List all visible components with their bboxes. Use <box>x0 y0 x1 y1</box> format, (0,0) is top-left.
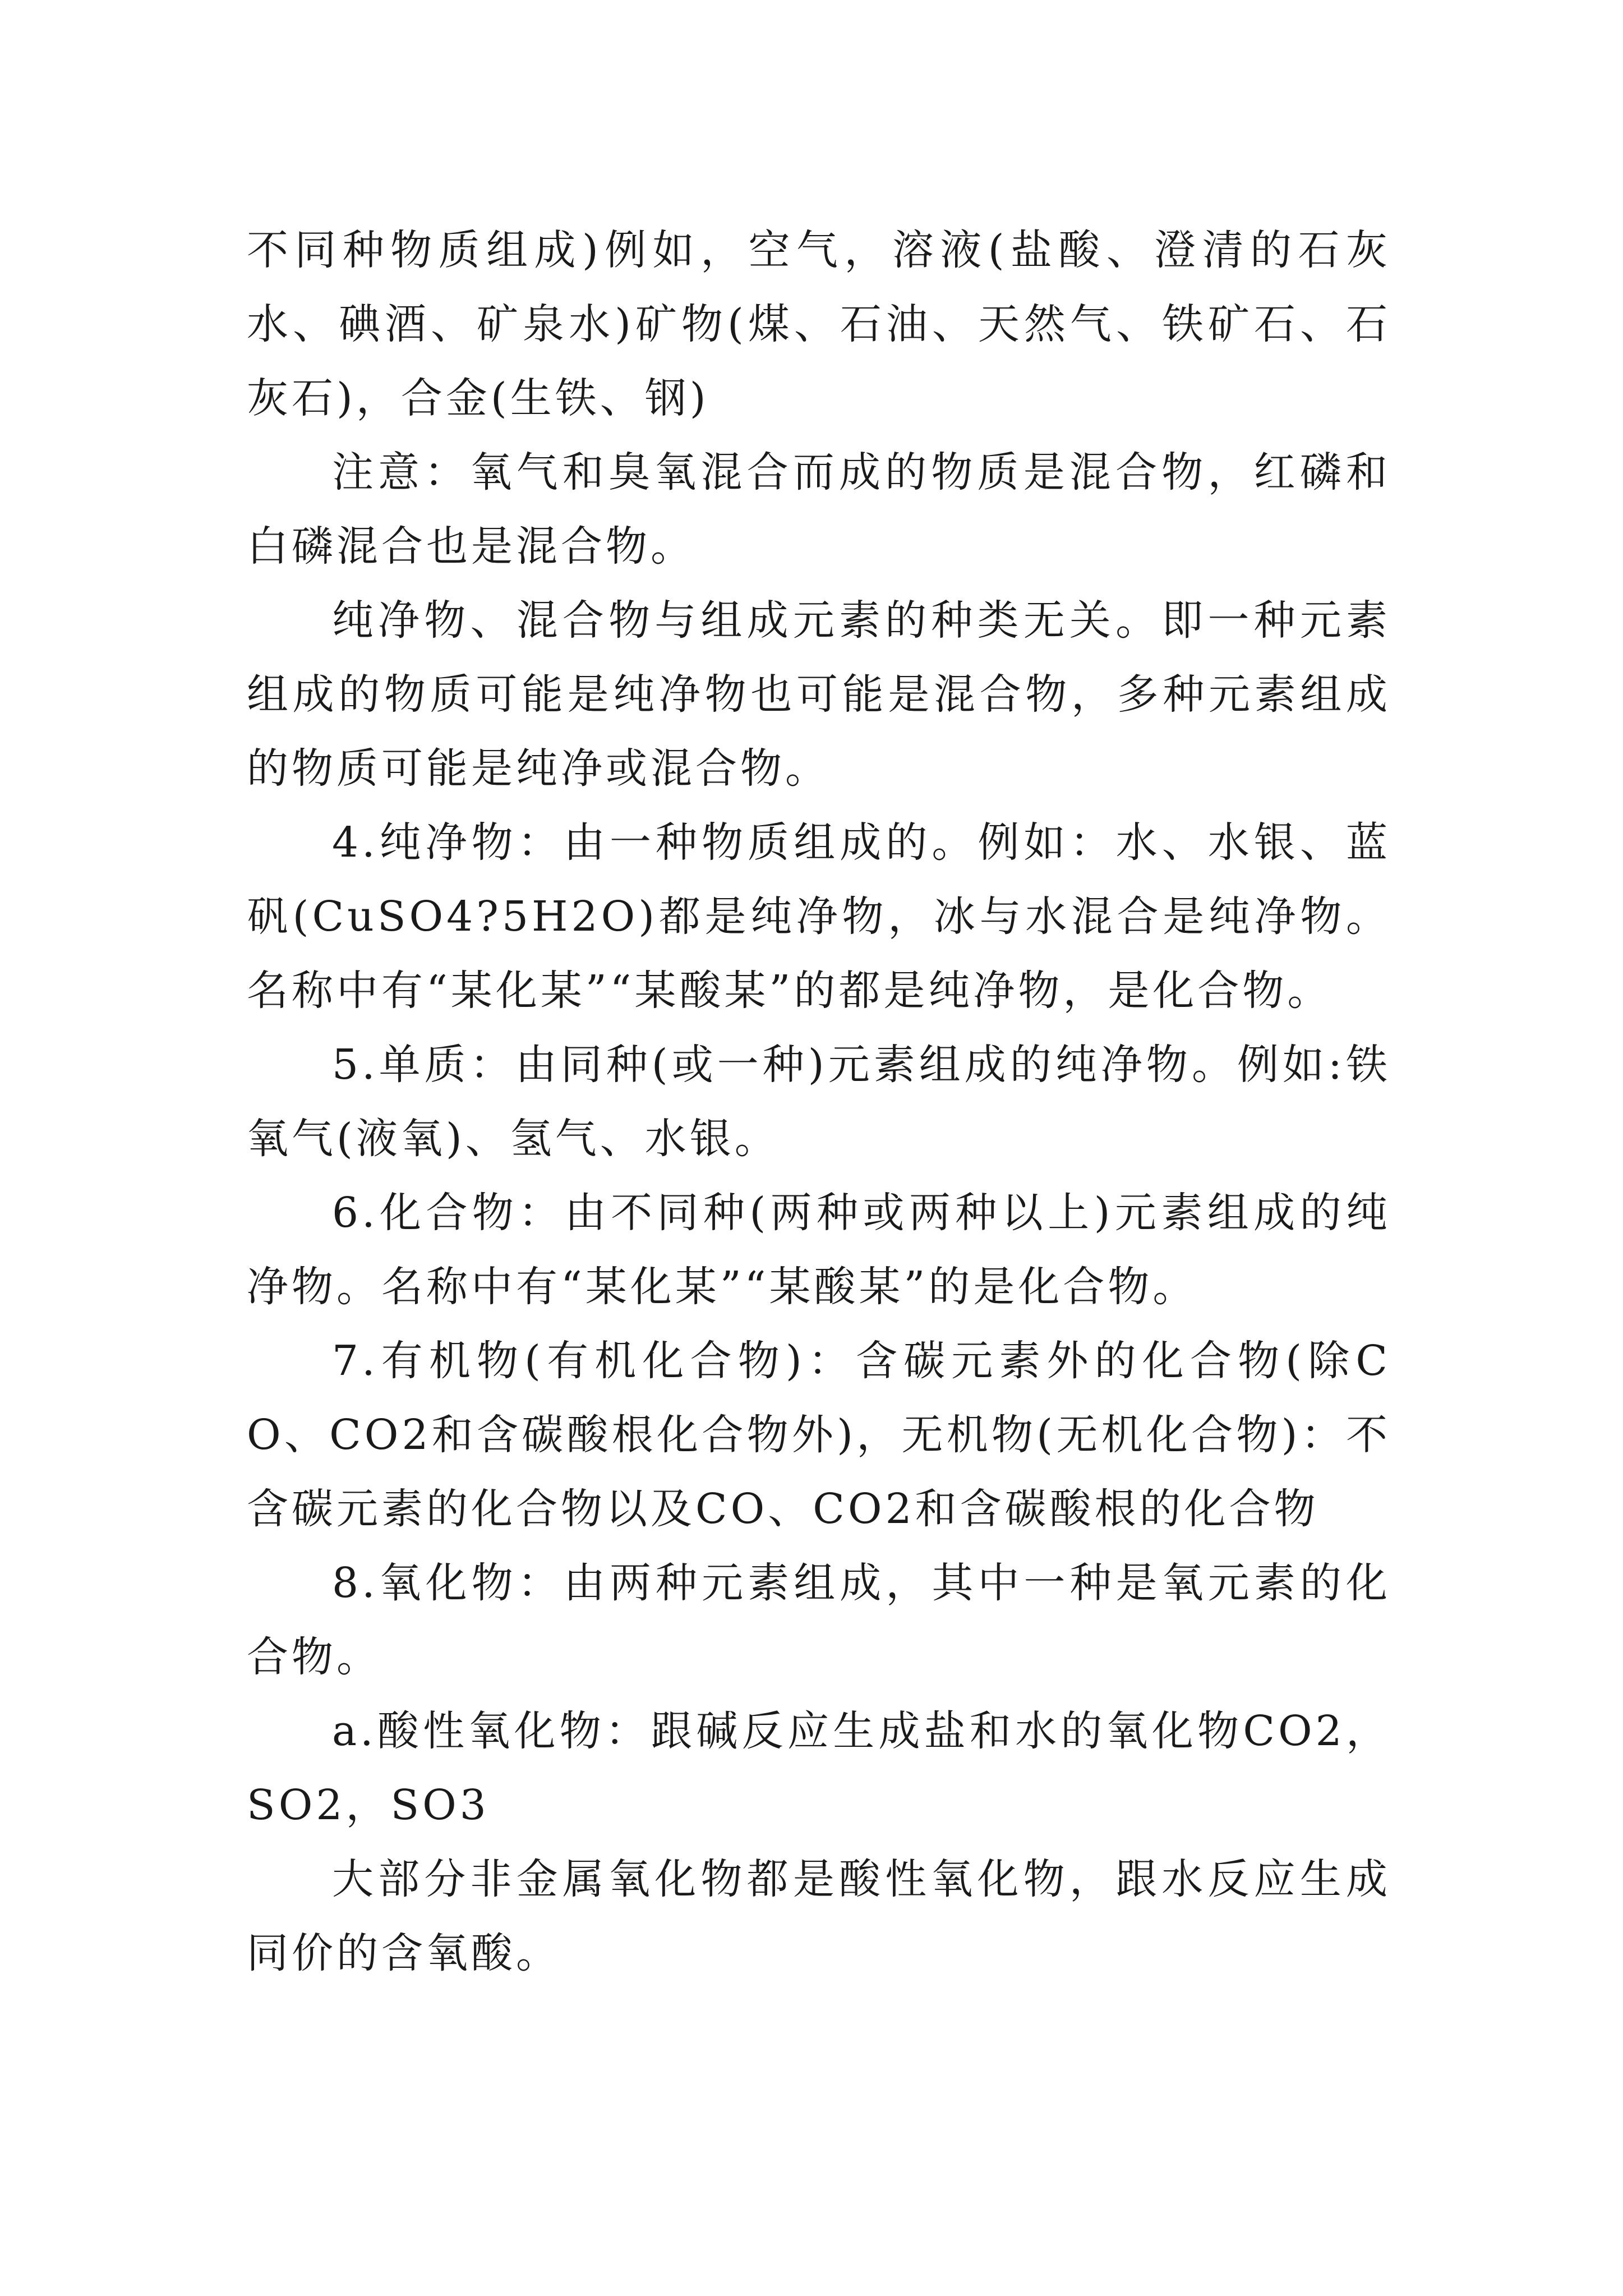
paragraph-pure-substance: 4.纯净物：由一种物质组成的。例如：水、水银、蓝矾(CuSO4?5H2O)都是纯净物，冰与水混合是纯净物。名称中有“某化某”“某酸某”的都是纯净物，是化合物。 <box>247 818 1391 1015</box>
paragraph-nonmetal-oxides: 大部分非金属氧化物都是酸性氧化物，跟水反应生成同价的含氧酸。 <box>247 1855 1391 1977</box>
paragraph-element-substance: 5.单质：由同种(或一种)元素组成的纯净物。例如:铁氧气(液氧)、氢气、水银。 <box>247 1041 1391 1163</box>
paragraph-organic: 7.有机物(有机化合物)：含碳元素外的化合物(除CO、CO2和含碳酸根化合物外)，无机物(无机化合物)：不含碳元素的化合物以及CO、CO2和含碳酸根的化合物 <box>247 1337 1391 1533</box>
document-body <box>247 213 1391 1990</box>
paragraph-elements-irrelevant: 纯净物、混合物与组成元素的种类无关。即一种元素组成的物质可能是纯净物也可能是混合物，多种元素组成的物质可能是纯净或混合物。 <box>247 596 1391 793</box>
paragraph-oxide: 8.氧化物：由两种元素组成，其中一种是氧元素的化合物。 <box>247 1559 1391 1681</box>
paragraph-acidic-oxide: a.酸性氧化物：跟碱反应生成盐和水的氧化物CO2，SO2，SO3 <box>247 1707 1391 1829</box>
paragraph-note: 注意：氧气和臭氧混合而成的物质是混合物，红磷和白磷混合也是混合物。 <box>247 448 1391 570</box>
paragraph-mixture-examples: 不同种物质组成)例如，空气，溶液(盐酸、澄清的石灰水、碘酒、矿泉水)矿物(煤、石油、天然气、铁矿石、石灰石)，合金(生铁、钢) <box>247 226 1391 422</box>
paragraph-compound: 6.化合物：由不同种(两种或两种以上)元素组成的纯净物。名称中有“某化某”“某酸某”的是化合物。 <box>247 1189 1391 1311</box>
